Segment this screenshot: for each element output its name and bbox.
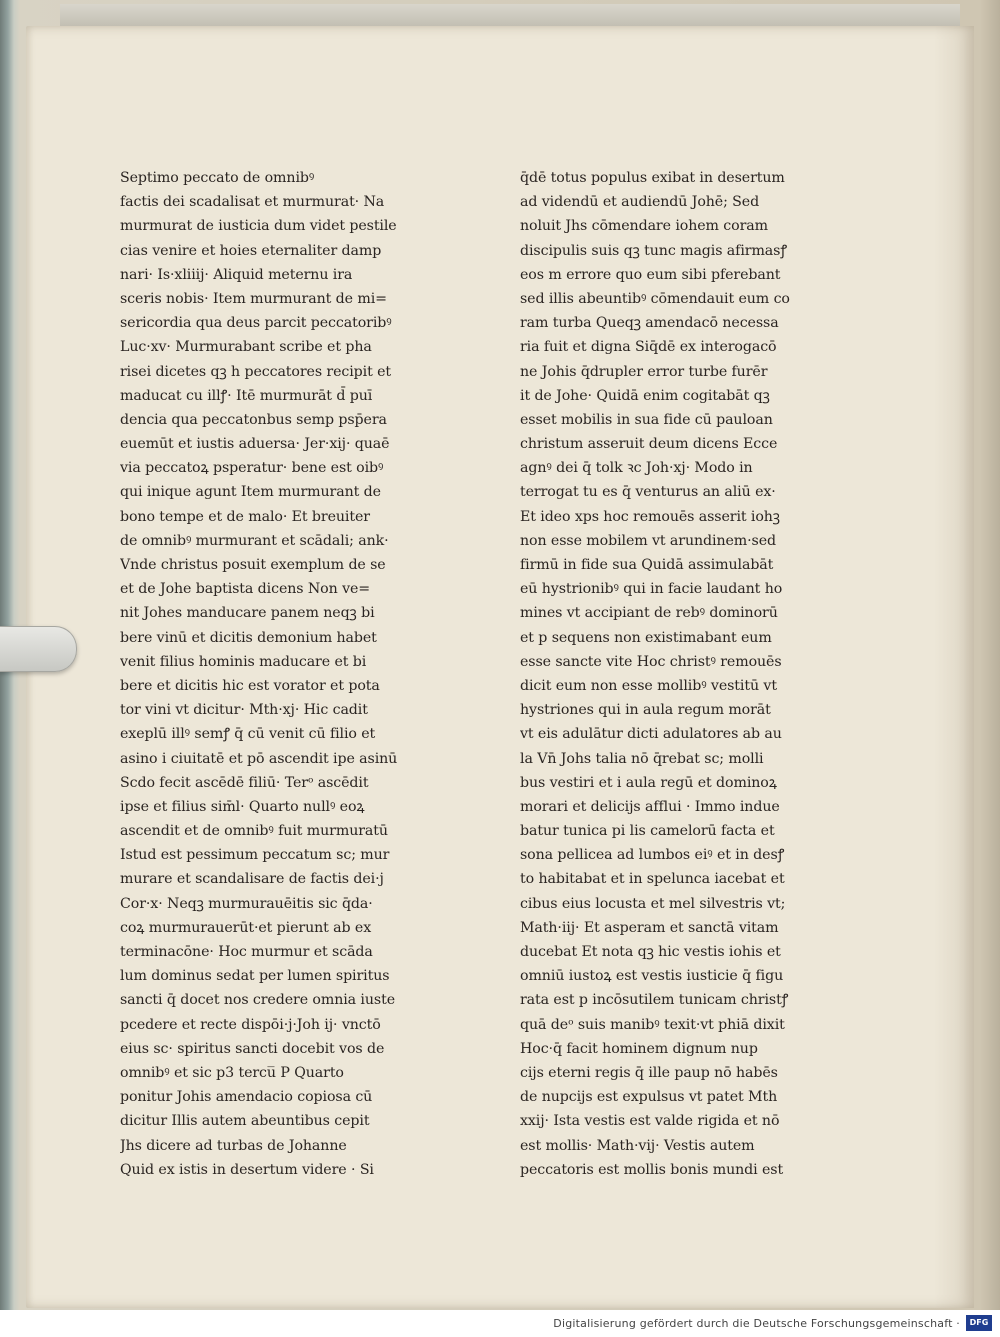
text-line: murare et scandalisare de factis dei·j — [120, 871, 384, 888]
text-line: bono tempe et de malo· Et breuiter — [120, 508, 370, 525]
text-line: bus vestiri et i aula regū et dominoꝝ — [520, 774, 777, 791]
text-line: ria fuit et digna Siq̄dē ex interogacō — [520, 339, 777, 356]
text-line: eū hystrionibꝰ qui in facie laudant ho — [520, 581, 783, 598]
text-line: risei dicetes qꝫ h peccatores recipit et — [120, 363, 392, 380]
text-line: sona pellicea ad lumbos eiꝰ et in desꝭ — [520, 847, 785, 864]
book-top-edge — [60, 4, 960, 27]
text-line: Cor·x· Neqꝫ murmurauēitis sic q̄da· — [120, 895, 373, 912]
text-line: quā deᵒ suis manibꝰ texit·vt phiā dixit — [520, 1016, 785, 1033]
text-line: sed illis abeuntibꝰ cōmendauit eum co — [520, 290, 790, 307]
text-line: cias venire et hoies eternaliter damp — [120, 242, 382, 259]
text-line: et de Johe baptista dicens Non ve= — [120, 581, 371, 598]
text-line: Jhs dicere ad turbas de Johanne — [120, 1137, 347, 1154]
dfg-logo: DFG — [966, 1315, 992, 1331]
text-line: to habitabat et in spelunca iacebat et — [520, 871, 785, 888]
text-line: pcedere et recte dispōi·j·Joh ij· vnctō — [120, 1016, 381, 1033]
text-line: christum asseruit deum dicens Ecce — [520, 436, 778, 453]
text-line: eos m errore quo eum sibi pferebant — [520, 266, 781, 283]
text-line: non esse mobilem vt arundinem·sed — [520, 532, 777, 549]
text-line: de omnibꝰ murmurant et scādali; ank· — [120, 532, 389, 549]
text-line: ram turba Queqꝫ amendacō necessa — [520, 315, 779, 332]
text-line: omnibꝰ et sic p3 tercu̅ P Quarto — [120, 1064, 344, 1081]
text-line: est mollis· Math·vij· Vestis autem — [520, 1137, 755, 1154]
text-line: xxij· Ista vestis est valde rigida et nō — [520, 1113, 780, 1130]
text-line: dicitur Illis autem abeuntibus cepit — [120, 1113, 370, 1130]
text-line: hystriones qui in aula regum morāt — [520, 702, 771, 719]
text-line: it de Johe· Quidā enim cogitabāt qꝫ — [520, 387, 770, 404]
text-line: cibus eius locusta et mel silvestris vt; — [520, 895, 786, 912]
text-line: nari· Is·xliiij· Aliquid meternu ira — [120, 266, 353, 283]
text-line: euemūt et iustis aduersa· Jer·xij· quaē — [120, 436, 390, 453]
text-line: sceris nobis· Item murmurant de mi= — [120, 290, 387, 307]
text-line: ascendit et de omnibꝰ fuit murmuratū — [120, 823, 388, 840]
text-line: coꝝ murmurauerūt·et pierunt ab ex — [120, 919, 372, 936]
text-line: omniū iustoꝝ est vestis iusticie q̄ figu — [520, 968, 784, 985]
text-line: via peccatoꝝ psperatur· bene est oibꝰ — [120, 460, 384, 477]
text-line: vt eis adulātur dicti adulatores ab au — [520, 726, 782, 743]
text-line: batur tunica pi lis camelorū facta et — [520, 823, 775, 840]
text-line: q̄dē totus populus exibat in desertum — [520, 170, 785, 186]
text-line: exeplū illꝰ semꝭ q̄ cū venit cū filio et — [120, 726, 376, 743]
text-line: Luc·xv· Murmurabant scribe et pha — [120, 339, 372, 356]
text-line: peccatoris est mollis bonis mundi est — [520, 1161, 784, 1178]
text-line: bere vinū et dicitis demonium habet — [120, 629, 377, 646]
text-line: Istud est pessimum peccatum sc; mur — [120, 847, 390, 864]
text-line: maducat cu illꝭ· Itē murmurāt d̄ puī — [120, 387, 373, 404]
text-line: Septimo peccato de omnibꝰ — [120, 170, 315, 186]
text-line: Hoc·q̄ facit hominem dignum nup — [520, 1040, 758, 1057]
text-line: la Vn̄ Johs talia nō q̄rebat sc; molli — [520, 750, 764, 767]
text-line: cijs eterni regis q̄ ille paup nō habēs — [520, 1064, 778, 1081]
text-line: factis dei scadalisat et murmurat· Na — [120, 194, 385, 211]
text-line: bere et dicitis hic est vorator et pota — [120, 677, 380, 694]
text-line: sancti q̄ docet nos credere omnia iuste — [120, 992, 395, 1009]
text-line: dicit eum non esse mollibꝰ vestitū vt — [520, 677, 777, 694]
text-line: mines vt accipiant de rebꝰ dominorū — [520, 605, 778, 622]
text-line: asino i ciuitatē et pō ascendit ipe asinū — [120, 750, 398, 767]
text-line: ipse et filius sim̄l· Quarto nullꝰ eoꝝ — [120, 798, 365, 815]
text-line: Et ideo xps hoc remouēs asserit iohꝫ — [520, 508, 780, 525]
text-line: firmū in fide sua Quidā assimulabāt — [520, 557, 774, 573]
text-line: rata est p incōsutilem tunicam christꝭ — [520, 992, 789, 1009]
text-line: Scdo fecit ascēdē filiū· Terᵒ ascēdit — [120, 774, 369, 791]
text-line: de nupcijs est expulsus vt patet Mth — [520, 1089, 778, 1106]
text-line: morari et delicijs afflui · Immo indue — [520, 798, 780, 815]
text-line: esse sancte vite Hoc christꝰ remouēs — [520, 653, 782, 670]
text-line: eius sc· spiritus sancti docebit vos de — [120, 1040, 385, 1057]
text-line: ad videndū et audiendū Johē; Sed — [520, 194, 760, 211]
text-line: venit filius hominis maducare et bi — [120, 653, 367, 670]
text-line: nit Johes manducare panem neqꝫ bi — [120, 605, 375, 622]
text-line: tor vini vt dicitur· Mth·xj· Hic cadit — [120, 702, 368, 719]
text-line: Math·iij· Et asperam et sanctā vitam — [520, 919, 779, 936]
text-line: et p sequens non existimabant eum — [520, 629, 772, 646]
text-line: murmurat de iusticia dum videt pestile — [120, 218, 397, 235]
text-line: terminacōne· Hoc murmur et scāda — [120, 944, 373, 960]
text-line: ponitur Johis amendacio copiosa cū — [120, 1089, 373, 1106]
text-line: noluit Jhs cōmendare iohem coram — [520, 218, 768, 235]
footer-credit: Digitalisierung gefördert durch die Deutsche Forschungsgemeinschaft · — [553, 1317, 960, 1330]
left-text-column — [120, 166, 442, 1182]
text-line: ducebat Et nota qꝫ hic vestis iohis et — [520, 944, 781, 960]
text-line: Vnde christus posuit exemplum de se — [120, 557, 386, 573]
text-line: agnꝰ dei q̄ tolk ꝛc Joh·xj· Modo in — [520, 460, 753, 477]
text-line: ne Johis q̄drupler error turbe furēr — [520, 363, 768, 380]
page-clip — [0, 626, 77, 672]
footer-bar — [0, 1310, 1000, 1337]
text-line: lum dominus sedat per lumen spiritus — [120, 968, 390, 985]
text-line: discipulis suis qꝫ tunc magis afirmasꝭ — [520, 242, 787, 259]
text-line: qui inique agunt Item murmurant de — [120, 484, 381, 501]
text-line: esset mobilis in sua fide cū pauloan — [520, 411, 773, 428]
text-line: sericordia qua deus parcit peccatoribꝰ — [120, 315, 392, 332]
text-line: Quid ex istis in desertum videre · Si — [120, 1161, 374, 1178]
text-line: dencia qua peccatonbus semp psp̄era — [120, 411, 387, 428]
right-text-column — [520, 166, 842, 1182]
text-line: terrogat tu es q̄ venturus an aliū ex· — [520, 484, 776, 501]
